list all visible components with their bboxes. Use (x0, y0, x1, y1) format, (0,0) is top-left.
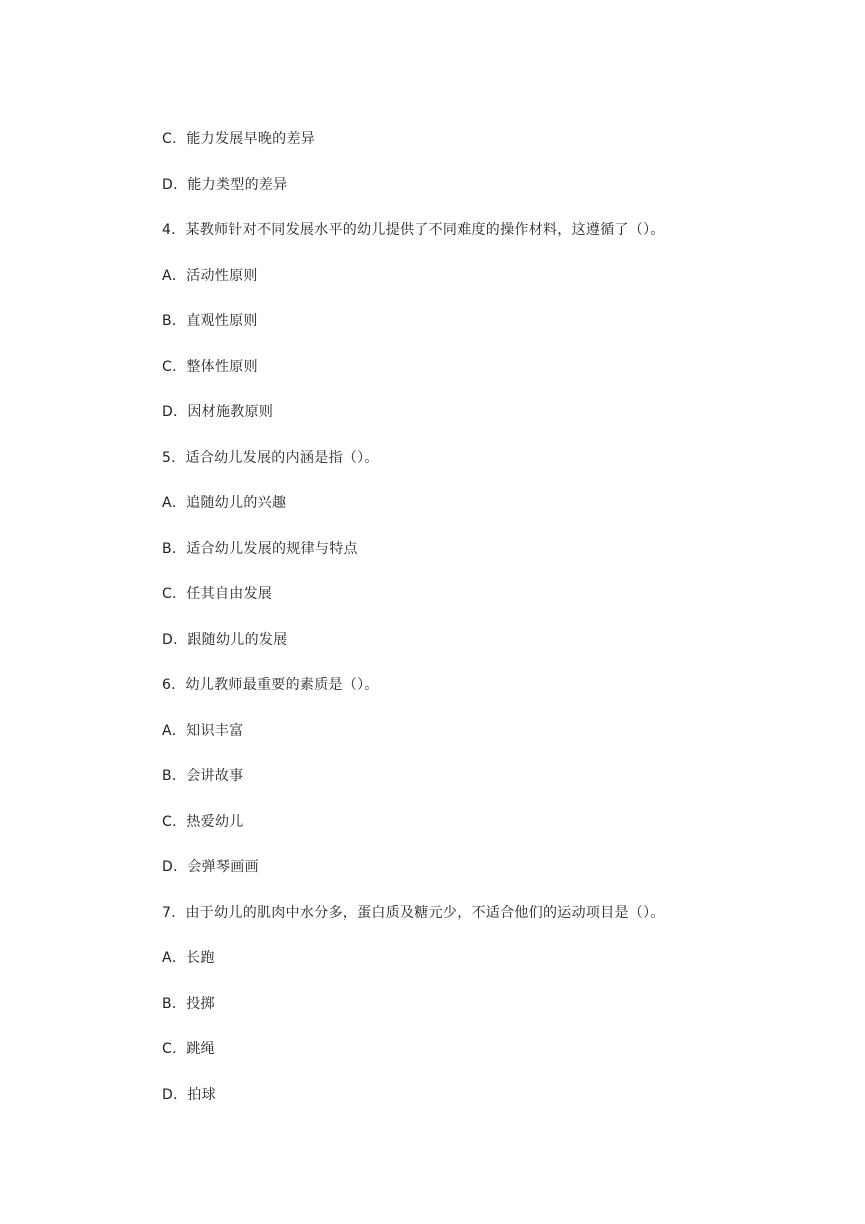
option-d-q5: D．跟随幼儿的发展 (162, 632, 288, 648)
question-7: 7．由于幼儿的肌肉中水分多，蛋白质及糖元少，不适合他们的运动项目是（）。 (162, 905, 665, 921)
option-b-q4: B．直观性原则 (162, 313, 258, 329)
question-6: 6．幼儿教师最重要的素质是（）。 (162, 677, 379, 693)
option-c-q3: C．能力发展早晚的差异 (162, 131, 316, 147)
option-c-q4: C．整体性原则 (162, 359, 258, 375)
option-d-q3: D．能力类型的差异 (162, 177, 288, 193)
option-b-q5: B．适合幼儿发展的规律与特点 (162, 541, 358, 557)
question-4: 4．某教师针对不同发展水平的幼儿提供了不同难度的操作材料，这遵循了（）。 (162, 222, 665, 238)
option-d-q6: D．会弹琴画画 (162, 859, 259, 875)
option-c-q5: C．任其自由发展 (162, 586, 273, 602)
option-a-q7: A．长跑 (162, 950, 215, 966)
option-c-q7: C．跳绳 (162, 1041, 215, 1057)
option-b-q6: B．会讲故事 (162, 768, 244, 784)
option-a-q6: A．知识丰富 (162, 723, 244, 739)
option-b-q7: B．投掷 (162, 996, 215, 1012)
option-d-q7: D．拍球 (162, 1087, 216, 1103)
option-c-q6: C．热爱幼儿 (162, 814, 244, 830)
option-d-q4: D．因材施教原则 (162, 404, 274, 420)
option-a-q5: A．追随幼儿的兴趣 (162, 495, 287, 511)
option-a-q4: A．活动性原则 (162, 268, 258, 284)
question-5: 5．适合幼儿发展的内涵是指（）。 (162, 450, 379, 466)
